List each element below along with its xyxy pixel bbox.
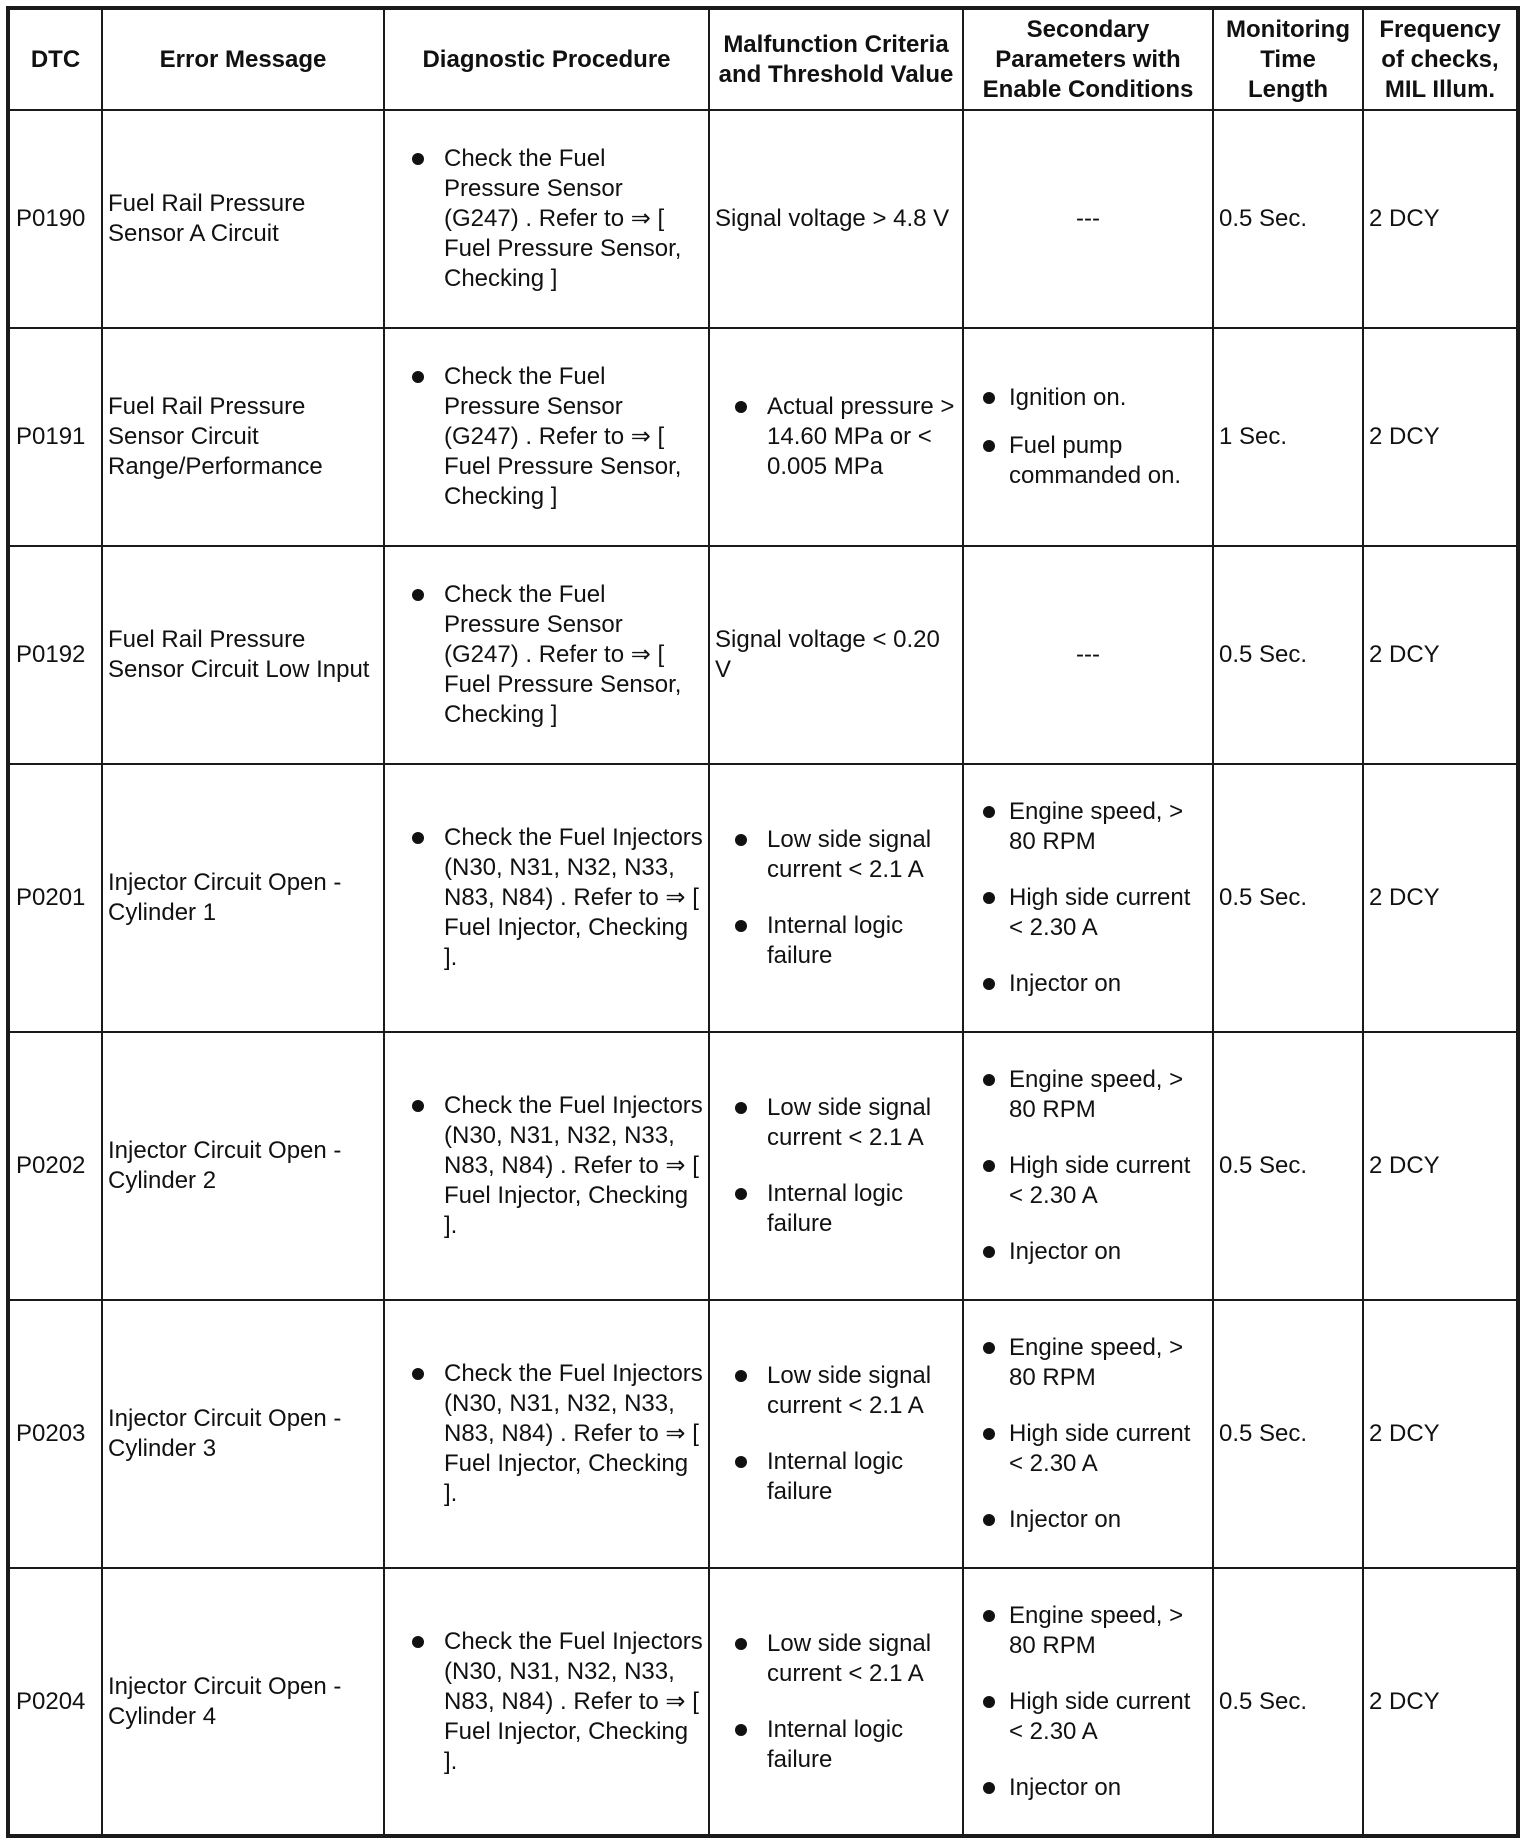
bullet-icon — [983, 1696, 995, 1708]
list-item — [715, 392, 957, 482]
list-item — [969, 1419, 1207, 1479]
criteria-cell — [709, 1032, 963, 1300]
header-malfunction-criteria: Malfunction Criteria and Threshold Value — [709, 8, 963, 110]
procedure-cell — [384, 1300, 709, 1568]
table-body — [8, 110, 1518, 1836]
procedure-cell — [384, 546, 709, 764]
list-item — [969, 1065, 1207, 1125]
procedure-step-list — [390, 1359, 703, 1509]
procedure-step-list — [390, 1091, 703, 1241]
error-message: Fuel Rail Pressure Sensor Circuit Low Input — [108, 626, 370, 683]
secondary-item-text: Ignition on. — [1009, 384, 1127, 411]
bullet-icon — [412, 371, 424, 383]
frequency-cell — [1363, 546, 1518, 764]
criteria-item-list — [715, 392, 957, 482]
list-item — [715, 1447, 957, 1507]
secondary-item-text: High side current < 2.30 A — [1009, 1152, 1191, 1209]
error-message: Injector Circuit Open - Cylinder 2 — [108, 1137, 342, 1194]
dtc-cell — [8, 1568, 102, 1836]
list-item — [392, 1359, 703, 1509]
criteria-cell — [709, 546, 963, 764]
list-item — [715, 911, 957, 971]
list-item — [392, 362, 703, 512]
frequency-value: 2 DCY — [1369, 423, 1440, 450]
header-secondary-parameters: Secondary Parameters with Enable Conditions — [963, 8, 1213, 110]
procedure-step-text: Check the Fuel Pressure Sensor (G247) . Refer to ⇒ [ Fuel Pressure Sensor, Checking ] — [444, 363, 682, 510]
criteria-cell — [709, 764, 963, 1032]
dtc-document — [6, 6, 1516, 1832]
dtc-code: P0192 — [16, 641, 86, 668]
criteria-item-text: Low side signal current < 2.1 A — [767, 826, 932, 883]
bullet-icon — [735, 834, 747, 846]
list-item — [969, 1687, 1207, 1747]
error-message-cell — [102, 328, 384, 546]
secondary-item-text: Injector on — [1009, 970, 1122, 997]
secondary-item-text: Engine speed, > 80 RPM — [1009, 798, 1184, 855]
table-row — [8, 1032, 1518, 1300]
bullet-icon — [983, 1428, 995, 1440]
error-message: Fuel Rail Pressure Sensor A Circuit — [108, 190, 306, 247]
procedure-step-list — [390, 144, 703, 294]
table-row — [8, 1568, 1518, 1836]
dtc-cell — [8, 764, 102, 1032]
criteria-cell — [709, 1300, 963, 1568]
bullet-icon — [983, 392, 995, 404]
list-item — [969, 1601, 1207, 1661]
procedure-step-text: Check the Fuel Injectors (N30, N31, N32, N33, N83, N84) . Refer to ⇒ [ Fuel Injector, Checking ]. — [444, 824, 703, 971]
bullet-icon — [735, 920, 747, 932]
dtc-cell — [8, 1300, 102, 1568]
criteria-item-text: Internal logic failure — [767, 1180, 904, 1237]
bullet-icon — [983, 806, 995, 818]
secondary-cell — [963, 1300, 1213, 1568]
criteria-cell — [709, 110, 963, 328]
secondary-text: --- — [1076, 205, 1100, 232]
procedure-cell — [384, 1032, 709, 1300]
header-dtc: DTC — [8, 8, 102, 110]
criteria-item-list — [715, 1093, 957, 1239]
monitoring-time: 0.5 Sec. — [1219, 1687, 1308, 1715]
bullet-icon — [412, 589, 424, 601]
frequency-cell — [1363, 1300, 1518, 1568]
procedure-cell — [384, 110, 709, 328]
criteria-item-text: Internal logic failure — [767, 1715, 904, 1773]
criteria-item-list — [715, 1361, 957, 1507]
header-diagnostic-procedure: Diagnostic Procedure — [384, 8, 709, 110]
list-item — [392, 1091, 703, 1241]
list-item — [969, 431, 1207, 491]
monitoring-cell — [1213, 1300, 1363, 1568]
frequency-cell — [1363, 110, 1518, 328]
secondary-cell — [963, 764, 1213, 1032]
list-item — [392, 580, 703, 730]
list-item — [715, 1715, 957, 1775]
list-item — [969, 1151, 1207, 1211]
procedure-step-list — [390, 1627, 703, 1777]
procedure-step-text: Check the Fuel Pressure Sensor (G247) . Refer to ⇒ [ Fuel Pressure Sensor, Checking ] — [444, 581, 682, 728]
procedure-step-list — [390, 362, 703, 512]
error-message: Injector Circuit Open - Cylinder 1 — [108, 869, 342, 926]
criteria-cell — [709, 1568, 963, 1836]
procedure-cell — [384, 764, 709, 1032]
table-row — [8, 546, 1518, 764]
secondary-item-text: Injector on — [1009, 1773, 1122, 1801]
error-message-cell — [102, 546, 384, 764]
list-item — [969, 969, 1207, 999]
error-message-cell — [102, 1568, 384, 1836]
error-message-cell — [102, 1300, 384, 1568]
monitoring-cell — [1213, 764, 1363, 1032]
secondary-item-text: High side current < 2.30 A — [1009, 884, 1191, 941]
bullet-icon — [735, 1456, 747, 1468]
bullet-icon — [983, 1514, 995, 1526]
procedure-cell — [384, 1568, 709, 1836]
frequency-cell — [1363, 328, 1518, 546]
criteria-item-text: Internal logic failure — [767, 912, 904, 969]
criteria-text: Signal voltage > 4.8 V — [715, 205, 950, 232]
list-item — [392, 144, 703, 294]
error-message-cell — [102, 764, 384, 1032]
monitoring-cell — [1213, 328, 1363, 546]
dtc-code: P0191 — [16, 423, 86, 450]
list-item — [969, 1333, 1207, 1393]
error-message-cell — [102, 1032, 384, 1300]
dtc-cell — [8, 546, 102, 764]
secondary-cell — [963, 1032, 1213, 1300]
bullet-icon — [983, 1074, 995, 1086]
bullet-icon — [735, 401, 747, 413]
secondary-cell — [963, 110, 1213, 328]
dtc-code: P0204 — [16, 1687, 86, 1715]
frequency-cell — [1363, 1568, 1518, 1836]
bullet-icon — [735, 1370, 747, 1382]
procedure-step-text: Check the Fuel Injectors (N30, N31, N32, N33, N83, N84) . Refer to ⇒ [ Fuel Injector, Checking ]. — [444, 1627, 703, 1775]
criteria-cell — [709, 328, 963, 546]
bullet-icon — [412, 1636, 424, 1648]
dtc-code: P0202 — [16, 1152, 86, 1179]
bullet-icon — [735, 1188, 747, 1200]
monitoring-time: 1 Sec. — [1219, 423, 1288, 450]
bullet-icon — [983, 1782, 995, 1794]
bullet-icon — [735, 1724, 747, 1736]
frequency-value: 2 DCY — [1369, 205, 1440, 232]
secondary-item-text: Fuel pump commanded on. — [1009, 432, 1182, 489]
header-monitoring-time: Monitoring Time Length — [1213, 8, 1363, 110]
bullet-icon — [412, 153, 424, 165]
secondary-item-list — [969, 1065, 1207, 1267]
procedure-step-text: Check the Fuel Pressure Sensor (G247) . Refer to ⇒ [ Fuel Pressure Sensor, Checking ] — [444, 145, 682, 292]
dtc-cell — [8, 110, 102, 328]
frequency-value: 2 DCY — [1369, 884, 1440, 911]
list-item — [969, 1505, 1207, 1535]
monitoring-time: 0.5 Sec. — [1219, 205, 1308, 232]
procedure-step-text: Check the Fuel Injectors (N30, N31, N32, N33, N83, N84) . Refer to ⇒ [ Fuel Injector, Checking ]. — [444, 1092, 703, 1239]
dtc-code: P0203 — [16, 1420, 86, 1447]
bullet-icon — [983, 1246, 995, 1258]
frequency-cell — [1363, 764, 1518, 1032]
criteria-item-text: Low side signal current < 2.1 A — [767, 1629, 932, 1687]
criteria-item-text: Internal logic failure — [767, 1448, 904, 1505]
table-row — [8, 328, 1518, 546]
list-item — [969, 1237, 1207, 1267]
secondary-cell — [963, 546, 1213, 764]
criteria-text: Signal voltage < 0.20 V — [715, 626, 940, 683]
frequency-value: 2 DCY — [1369, 1152, 1440, 1179]
monitoring-cell — [1213, 110, 1363, 328]
bullet-icon — [983, 978, 995, 990]
criteria-item-list — [715, 825, 957, 971]
secondary-cell — [963, 328, 1213, 546]
list-item — [715, 825, 957, 885]
criteria-item-text: Low side signal current < 2.1 A — [767, 1362, 932, 1419]
list-item — [392, 1627, 703, 1777]
list-item — [392, 823, 703, 973]
frequency-value: 2 DCY — [1369, 1687, 1440, 1715]
monitoring-cell — [1213, 1032, 1363, 1300]
secondary-item-text: High side current < 2.30 A — [1009, 1420, 1191, 1477]
procedure-step-list — [390, 823, 703, 973]
list-item — [715, 1093, 957, 1153]
secondary-item-text: Engine speed, > 80 RPM — [1009, 1334, 1184, 1391]
bullet-icon — [983, 1160, 995, 1172]
secondary-item-list — [969, 1333, 1207, 1535]
secondary-item-text: Injector on — [1009, 1238, 1122, 1265]
list-item — [969, 797, 1207, 857]
secondary-item-text: Engine speed, > 80 RPM — [1009, 1066, 1184, 1123]
bullet-icon — [983, 440, 995, 452]
monitoring-cell — [1213, 1568, 1363, 1836]
bullet-icon — [735, 1102, 747, 1114]
dtc-cell — [8, 328, 102, 546]
bullet-icon — [983, 1610, 995, 1622]
table-row — [8, 764, 1518, 1032]
list-item — [715, 1629, 957, 1689]
secondary-item-text: High side current < 2.30 A — [1009, 1687, 1191, 1745]
bullet-icon — [412, 832, 424, 844]
secondary-text: --- — [1076, 641, 1100, 668]
monitoring-time: 0.5 Sec. — [1219, 884, 1308, 911]
list-item — [715, 1179, 957, 1239]
dtc-code: P0190 — [16, 205, 86, 232]
bullet-icon — [735, 1638, 747, 1650]
frequency-value: 2 DCY — [1369, 1420, 1440, 1447]
procedure-step-text: Check the Fuel Injectors (N30, N31, N32, N33, N83, N84) . Refer to ⇒ [ Fuel Injector, Checking ]. — [444, 1360, 703, 1507]
header-error-message: Error Message — [102, 8, 384, 110]
table-row — [8, 110, 1518, 328]
monitoring-time: 0.5 Sec. — [1219, 641, 1308, 668]
criteria-item-list — [715, 1629, 957, 1775]
secondary-item-list — [969, 383, 1207, 491]
bullet-icon — [412, 1368, 424, 1380]
monitoring-time: 0.5 Sec. — [1219, 1152, 1308, 1179]
secondary-item-list — [969, 797, 1207, 999]
criteria-item-text: Low side signal current < 2.1 A — [767, 1094, 932, 1151]
bullet-icon — [412, 1100, 424, 1112]
secondary-item-text: Engine speed, > 80 RPM — [1009, 1601, 1184, 1659]
procedure-step-list — [390, 580, 703, 730]
criteria-item-text: Actual pressure > 14.60 MPa or < 0.005 MPa — [767, 393, 955, 480]
frequency-cell — [1363, 1032, 1518, 1300]
header-frequency: Frequency of checks, MIL Illum. — [1363, 8, 1518, 110]
list-item — [969, 883, 1207, 943]
error-message: Injector Circuit Open - Cylinder 3 — [108, 1405, 342, 1462]
list-item — [969, 383, 1207, 413]
dtc-table — [6, 6, 1520, 1838]
frequency-value: 2 DCY — [1369, 641, 1440, 668]
secondary-item-text: Injector on — [1009, 1506, 1122, 1533]
table-row — [8, 1300, 1518, 1568]
error-message-cell — [102, 110, 384, 328]
header-row — [8, 8, 1518, 110]
dtc-cell — [8, 1032, 102, 1300]
monitoring-cell — [1213, 546, 1363, 764]
list-item — [715, 1361, 957, 1421]
list-item — [969, 1773, 1207, 1803]
error-message: Injector Circuit Open - Cylinder 4 — [108, 1672, 342, 1730]
error-message: Fuel Rail Pressure Sensor Circuit Range/Performance — [108, 393, 323, 480]
bullet-icon — [983, 1342, 995, 1354]
procedure-cell — [384, 328, 709, 546]
bullet-icon — [983, 892, 995, 904]
dtc-code: P0201 — [16, 884, 86, 911]
monitoring-time: 0.5 Sec. — [1219, 1420, 1308, 1447]
secondary-cell — [963, 1568, 1213, 1836]
table-header — [8, 8, 1518, 110]
secondary-item-list — [969, 1601, 1207, 1803]
